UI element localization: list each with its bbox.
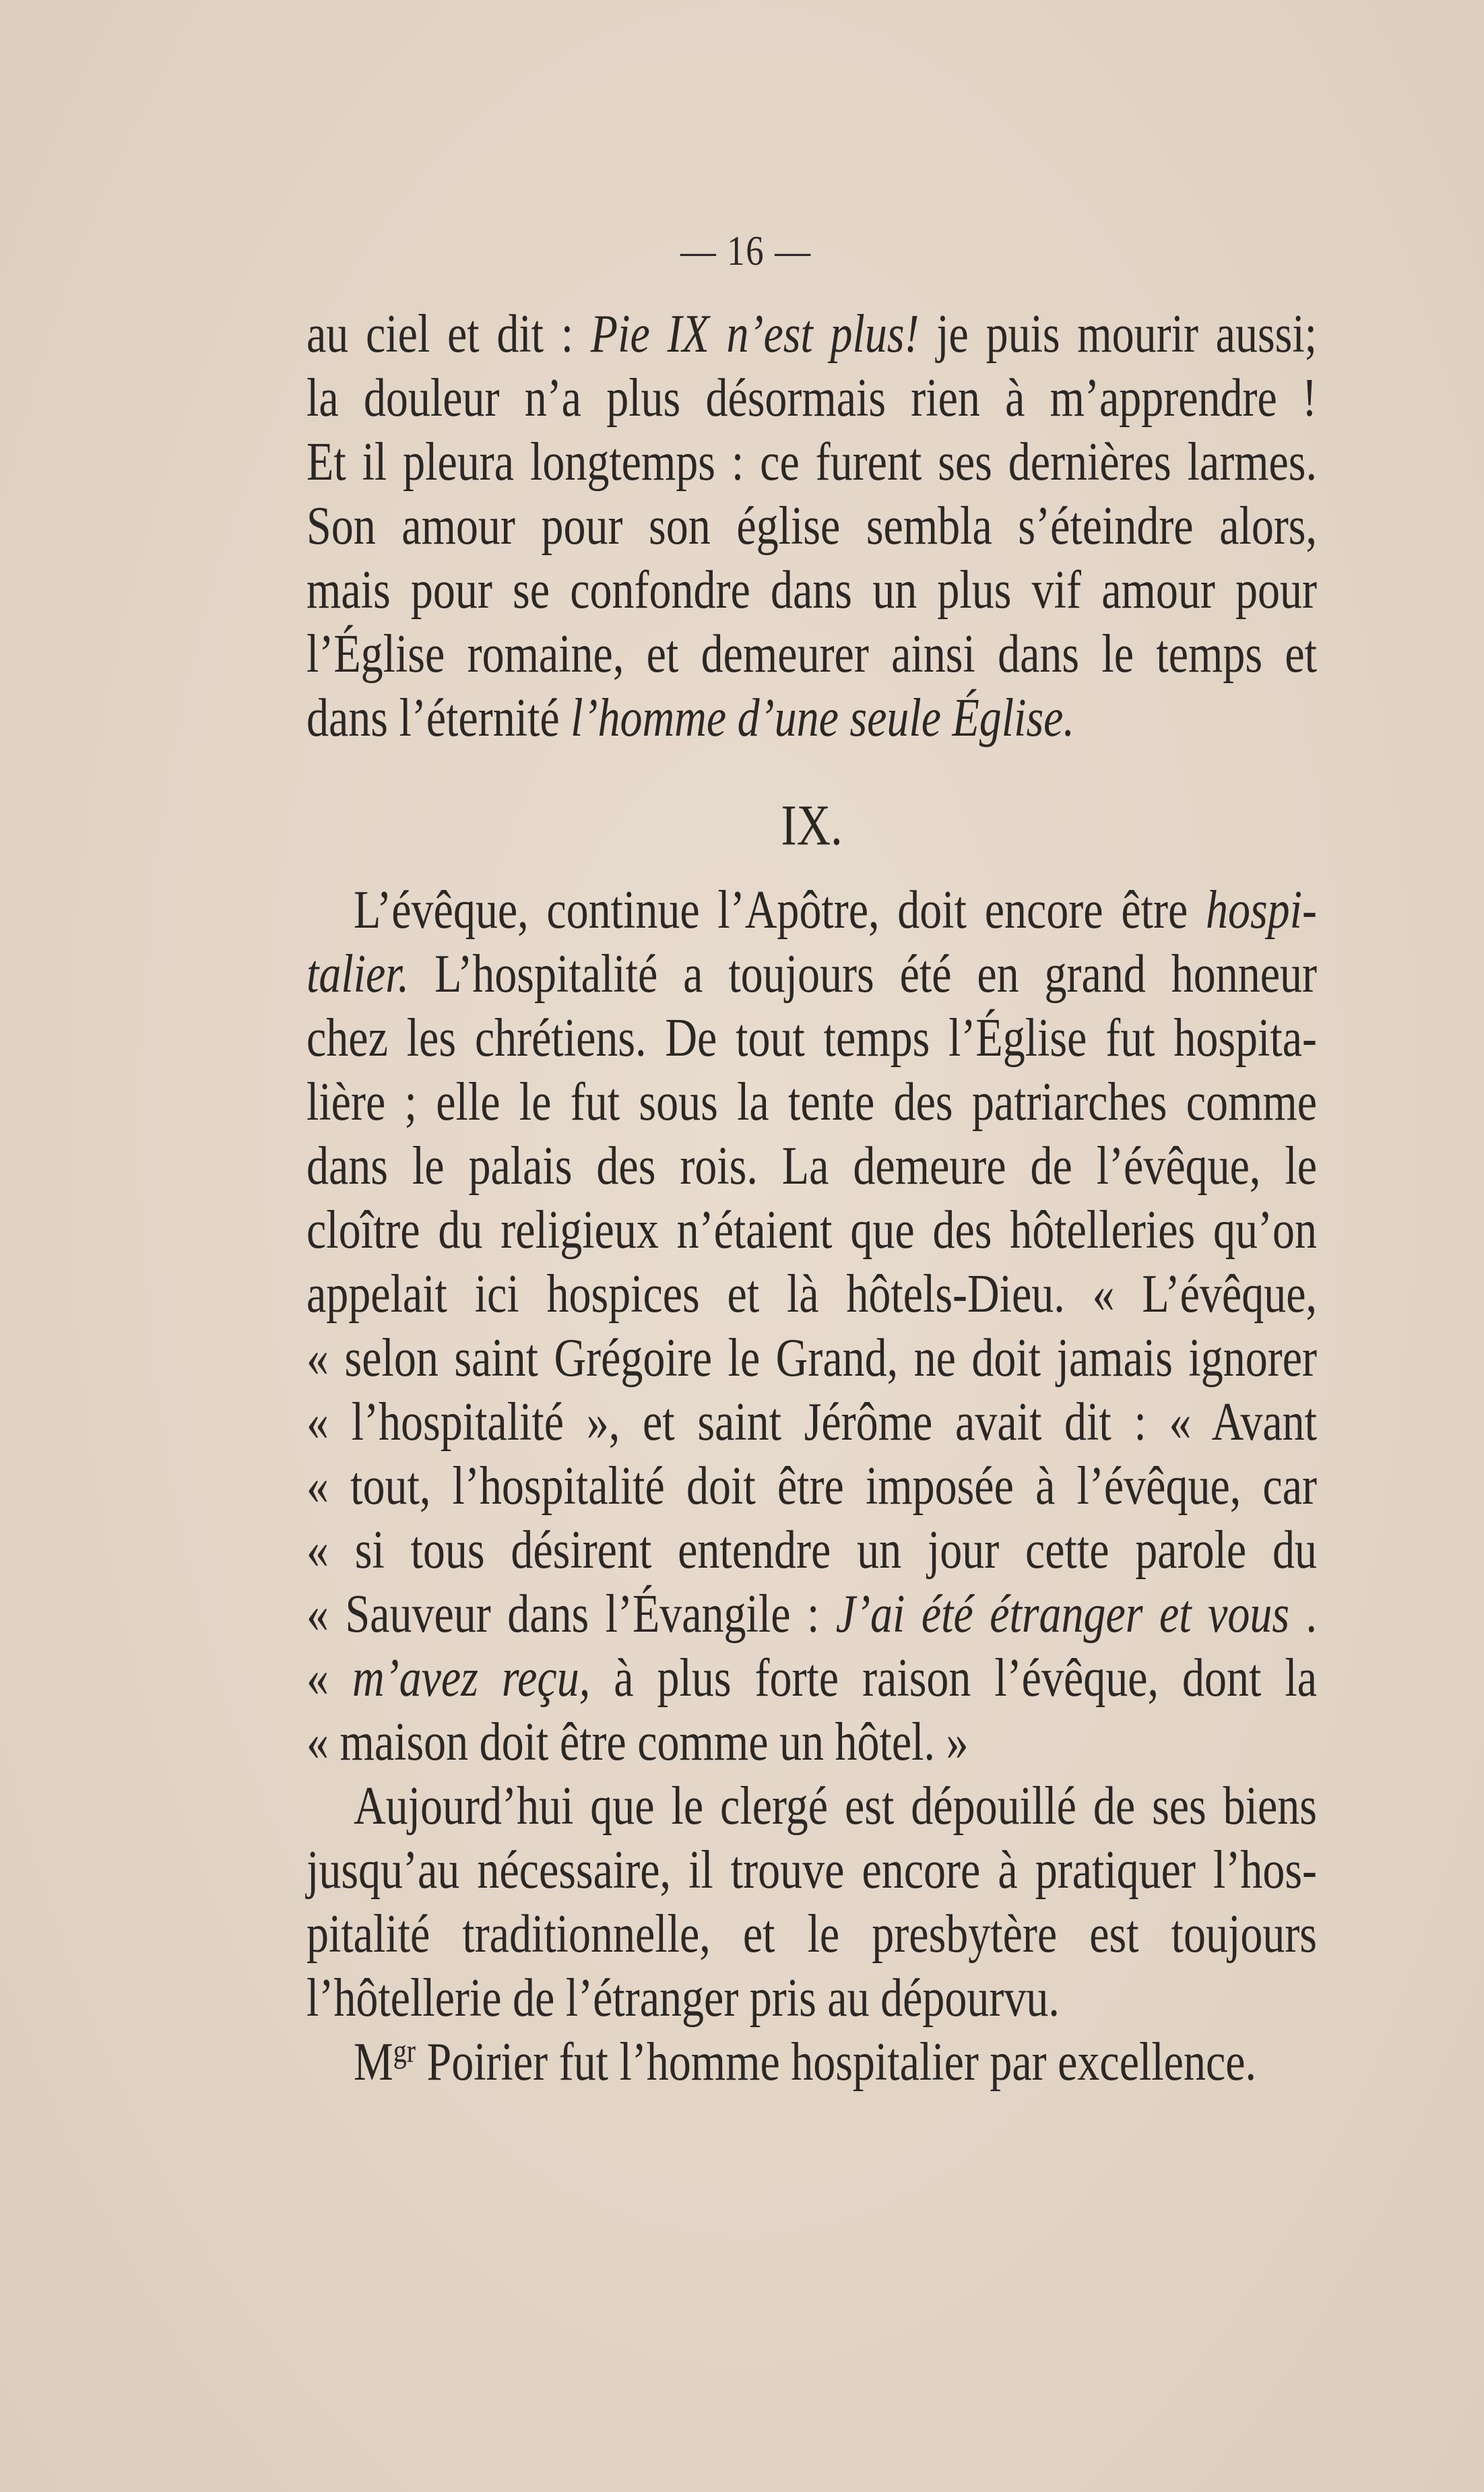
text-line: dans l’éternité l’homme d’une seule Église.	[307, 688, 1074, 748]
text-line: appelait ici hospices et là hôtels-Dieu. « L’évêque,	[307, 1264, 1317, 1324]
text-line: « si tous désirent entendre un jour cette parole du	[307, 1520, 1317, 1580]
abbreviation-superscript: gr	[393, 2032, 416, 2070]
text-line: Son amour pour son église sembla s’éteindre alors,	[307, 496, 1317, 556]
text-line: jusqu’au nécessaire, il trouve encore à pratiquer l’hos-	[307, 1840, 1317, 1900]
text-line: cloître du religieux n’étaient que des hôtelleries qu’on	[307, 1200, 1317, 1260]
text-line: la douleur n’a plus désormais rien à m’apprendre !	[307, 368, 1317, 428]
text-line: « l’hospitalité », et saint Jérôme avait dit : « Avant	[307, 1392, 1317, 1452]
text-line: L’évêque, continue l’Apôtre, doit encore être hospi-	[354, 880, 1317, 940]
text-line: « tout, l’hospitalité doit être imposée à l’évêque, car	[307, 1456, 1317, 1516]
text-line: Et il pleura longtemps : ce furent ses dernières larmes.	[307, 432, 1317, 492]
italic-text: talier.	[307, 944, 410, 1004]
text-line: pitalité traditionnelle, et le presbytère est toujours	[307, 1904, 1317, 1964]
text-line: « maison doit être comme un hôtel. »	[307, 1712, 969, 1772]
text-line: « m’avez reçu, à plus forte raison l’évêque, dont la	[307, 1648, 1317, 1708]
chapter-heading: IX.	[781, 794, 843, 858]
italic-text: l’homme d’une seule Église.	[571, 688, 1074, 748]
text-line: dans le palais des rois. La demeure de l’évêque, le	[307, 1136, 1317, 1196]
italic-text: J’ai été étranger et vous	[835, 1584, 1290, 1644]
text-line: lière ; elle le fut sous la tente des patriarches comme	[307, 1072, 1317, 1132]
text-line: mais pour se confondre dans un plus vif amour pour	[307, 560, 1317, 620]
text-line: talier. L’hospitalité a toujours été en grand honneur	[307, 944, 1317, 1004]
text-line: l’Église romaine, et demeurer ainsi dans le temps et	[307, 624, 1317, 684]
italic-text: m’avez reçu,	[352, 1648, 591, 1708]
text-line: l’hôtellerie de l’étranger pris au dépourvu.	[307, 1968, 1060, 2028]
italic-text: hospi-	[1206, 880, 1317, 940]
page-number: — 16 —	[680, 228, 812, 274]
text-line: « selon saint Grégoire le Grand, ne doit jamais ignorer	[307, 1328, 1317, 1388]
text-line: au ciel et dit : Pie IX n’est plus! je puis mourir aussi;	[307, 304, 1317, 364]
text-line: $M^{gr}$ Poirier fut l’homme hospitalier par excellence.	[354, 2032, 1257, 2092]
text-line: « Sauveur dans l’Évangile : J’ai été étranger et vous .	[307, 1584, 1318, 1644]
italic-text: Pie IX n’est plus!	[590, 304, 920, 364]
text-line: Aujourd’hui que le clergé est dépouillé de ses biens	[354, 1776, 1317, 1836]
text-line: chez les chrétiens. De tout temps l’Église fut hospita-	[307, 1008, 1317, 1068]
